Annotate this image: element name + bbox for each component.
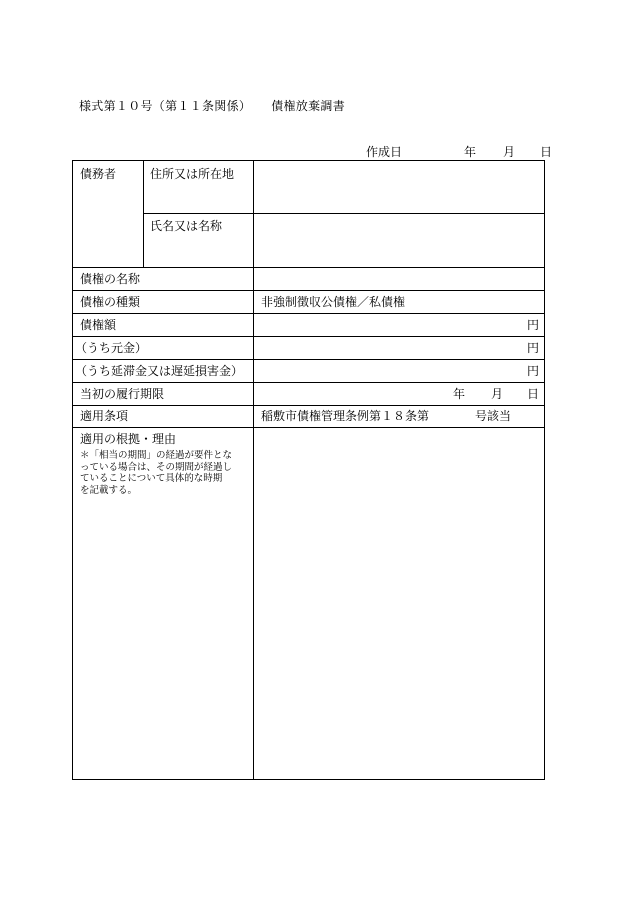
row-divider (73, 427, 545, 428)
claim-amount-label: 債権額 (80, 318, 117, 332)
basis-note: ＊「相当の期間」の経過が要件とな っている場合は、その期間が経過し ていることについて具体的な時期 を記載する。 (80, 450, 233, 496)
row-divider (73, 359, 545, 360)
applicable-clause-suffix: 号該当 (475, 409, 512, 423)
name-label: 氏名又は名称 (150, 219, 223, 233)
document-title: 債権放棄調書 (271, 99, 346, 113)
creation-date-label: 作成日 (366, 145, 403, 159)
row-divider (73, 313, 545, 314)
address-label: 住所又は所在地 (150, 167, 235, 181)
debtor-row-divider (143, 213, 545, 214)
claim-type-label: 債権の種類 (80, 295, 141, 309)
due-date-day-unit: 日 (527, 387, 540, 401)
row-divider (73, 405, 545, 406)
debtor-column-divider (143, 161, 144, 267)
principal-unit: 円 (527, 341, 540, 355)
late-charges-label: （うち延滞金又は遅延損害金） (75, 364, 244, 378)
due-date-year-unit: 年 (453, 387, 466, 401)
basis-label: 適用の根拠・理由 (80, 432, 177, 446)
creation-date-month-unit: 月 (503, 145, 516, 159)
creation-date-year-unit: 年 (464, 145, 477, 159)
claim-name-label: 債権の名称 (80, 272, 141, 286)
claim-waiver-table (72, 160, 545, 780)
principal-label: （うち元金） (75, 341, 148, 355)
claim-type-value: 非強制徴収公債権／私債権 (261, 295, 406, 309)
debtor-label: 債務者 (80, 167, 117, 181)
applicable-clause-label: 適用条項 (80, 409, 129, 423)
creation-date-day-unit: 日 (540, 145, 553, 159)
row-divider (73, 336, 545, 337)
form-number: 様式第１０号（第１１条関係） (79, 99, 252, 113)
applicable-clause-prefix: 稲敷市債権管理条例第１８条第 (261, 409, 430, 423)
row-divider (73, 290, 545, 291)
late-charges-unit: 円 (527, 364, 540, 378)
row-divider (73, 382, 545, 383)
form-header (79, 97, 345, 114)
due-date-label: 当初の履行期限 (80, 387, 165, 401)
due-date-month-unit: 月 (491, 387, 504, 401)
row-divider (73, 267, 545, 268)
claim-amount-unit: 円 (527, 318, 540, 332)
main-column-divider (253, 161, 254, 780)
